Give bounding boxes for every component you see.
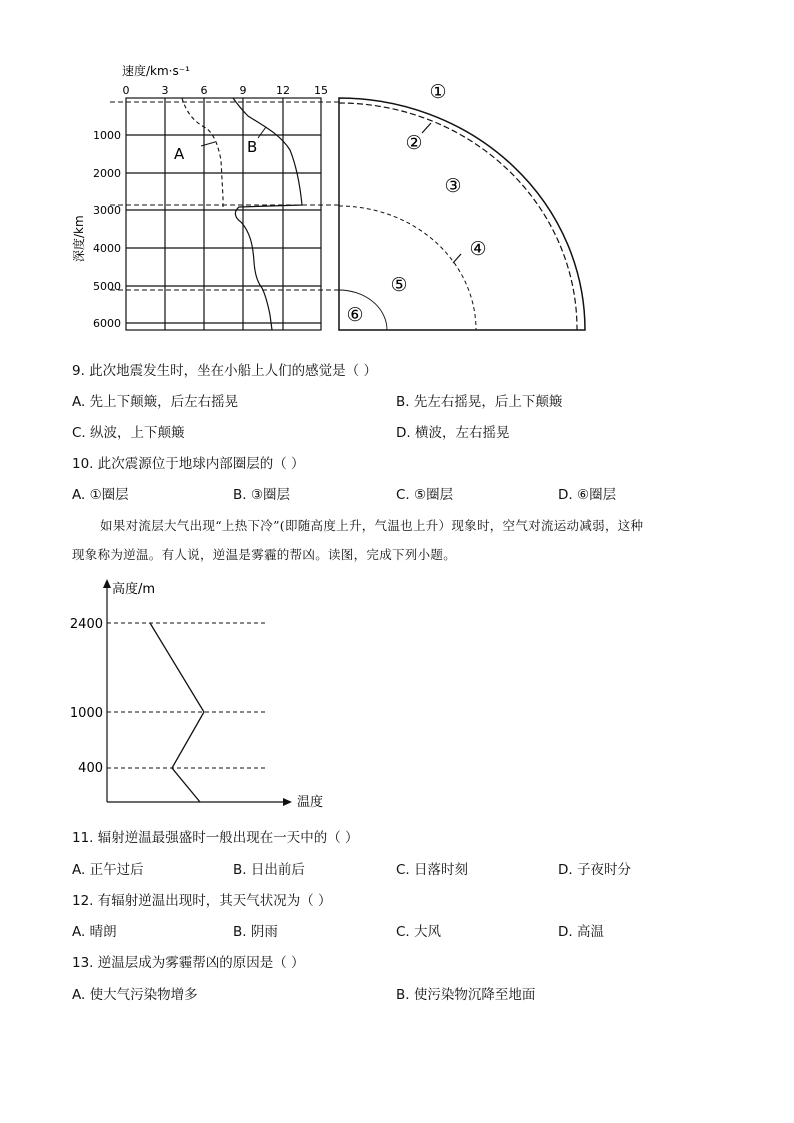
q11-option-d[interactable]: D. 子夜时分 [558, 862, 631, 878]
curve-b-pointer [258, 127, 266, 138]
q13-option-a[interactable]: A. 使大气污染物增多 [72, 987, 198, 1003]
question-12: 12. 有辐射逆温出现时，其天气状况为（ ） [72, 893, 332, 909]
q13-option-b[interactable]: B. 使污染物沉降至地面 [396, 987, 536, 1003]
layer-label-4: ④ [469, 238, 487, 260]
curve-a-pointer [201, 142, 215, 146]
height-tick-1000: 1000 [69, 706, 103, 721]
q12-option-c[interactable]: C. 大风 [396, 924, 442, 940]
height-tick-400: 400 [78, 761, 103, 776]
speed-ticks [123, 84, 329, 97]
speed-axis-label: 速度/km·s⁻¹ [122, 64, 190, 78]
q9-option-b[interactable]: B. 先左右摇晃，后上下颠簸 [396, 394, 563, 410]
q11-option-c[interactable]: C. 日落时刻 [396, 862, 469, 878]
temperature-axis-label: 温度 [297, 795, 324, 810]
q12-option-a[interactable]: A. 晴朗 [72, 924, 117, 940]
q10-option-b[interactable]: B. ③圈层 [233, 487, 290, 503]
depth-tick: 6000 [93, 317, 121, 330]
layer-label-6: ⑥ [346, 304, 364, 326]
depth-tick: 4000 [93, 242, 121, 255]
curve-a-label: A [174, 145, 185, 163]
depth-ticks [93, 129, 121, 330]
moho-boundary [339, 103, 577, 330]
depth-tick: 3000 [93, 204, 121, 217]
q10-option-c[interactable]: C. ⑤圈层 [396, 487, 454, 503]
q9-option-c[interactable]: C. 纵波，上下颠簸 [72, 425, 185, 441]
height-ticks [70, 617, 103, 776]
speed-tick: 0 [122, 84, 130, 97]
height-axis-label: 高度/m [112, 582, 156, 597]
q12-option-d[interactable]: D. 高温 [558, 924, 604, 940]
depth-axis-label: 深度/km [72, 215, 86, 262]
question-11: 11. 辐射逆温最强盛时一般出现在一天中的（ ） [72, 830, 359, 846]
q11-option-b[interactable]: B. 日出前后 [233, 862, 305, 878]
curve-b-label: B [247, 138, 258, 156]
crust-outline [339, 98, 585, 330]
q9-option-d[interactable]: D. 横波，左右摇晃 [396, 425, 510, 441]
passage-line-1: 如果对流层大气出现“上热下冷”(即随高度上升，气温也上升）现象时，空气对流运动减弱，这种 [100, 518, 644, 533]
layer-labels [346, 81, 486, 326]
q12-option-b[interactable]: B. 阴雨 [233, 924, 278, 940]
speed-tick: 3 [161, 84, 169, 97]
question-10: 10. 此次震源位于地球内部圈层的（ ） [72, 456, 305, 472]
curve-a [182, 98, 223, 207]
earth-quadrant [339, 98, 585, 330]
speed-tick: 9 [239, 84, 247, 97]
speed-grid [126, 98, 321, 330]
depth-tick: 2000 [93, 167, 121, 180]
q10-option-a[interactable]: A. ①圈层 [72, 487, 129, 503]
q9-option-a[interactable]: A. 先上下颠簸，后左右摇晃 [72, 394, 239, 410]
speed-tick: 6 [200, 84, 208, 97]
seismic-wave-figure [60, 55, 620, 345]
depth-tick: 5000 [93, 280, 121, 293]
layer-label-5: ⑤ [390, 274, 408, 296]
height-reference-lines [107, 623, 265, 768]
layer-pointer-2 [422, 123, 431, 133]
layer-pointer-4 [453, 254, 461, 263]
inversion-figure [60, 570, 360, 815]
question-13: 13. 逆温层成为雾霾帮凶的原因是（ ） [72, 955, 305, 971]
height-tick-2400: 2400 [69, 617, 103, 632]
layer-label-2: ② [405, 132, 423, 154]
speed-tick: 12 [276, 84, 290, 97]
passage [72, 511, 732, 569]
q10-option-d[interactable]: D. ⑥圈层 [558, 487, 617, 503]
discontinuity-lines [110, 102, 340, 290]
layer-label-1: ① [429, 81, 447, 103]
depth-tick: 1000 [93, 129, 121, 142]
axes [103, 579, 292, 806]
q11-option-a[interactable]: A. 正午过后 [72, 862, 144, 878]
speed-tick: 15 [314, 84, 328, 97]
passage-line-2: 现象称为逆温。有人说，逆温是雾霾的帮凶。读图，完成下列小题。 [72, 547, 457, 562]
question-9: 9. 此次地震发生时，坐在小船上人们的感觉是（ ） [72, 363, 377, 379]
layer-label-3: ③ [444, 175, 462, 197]
